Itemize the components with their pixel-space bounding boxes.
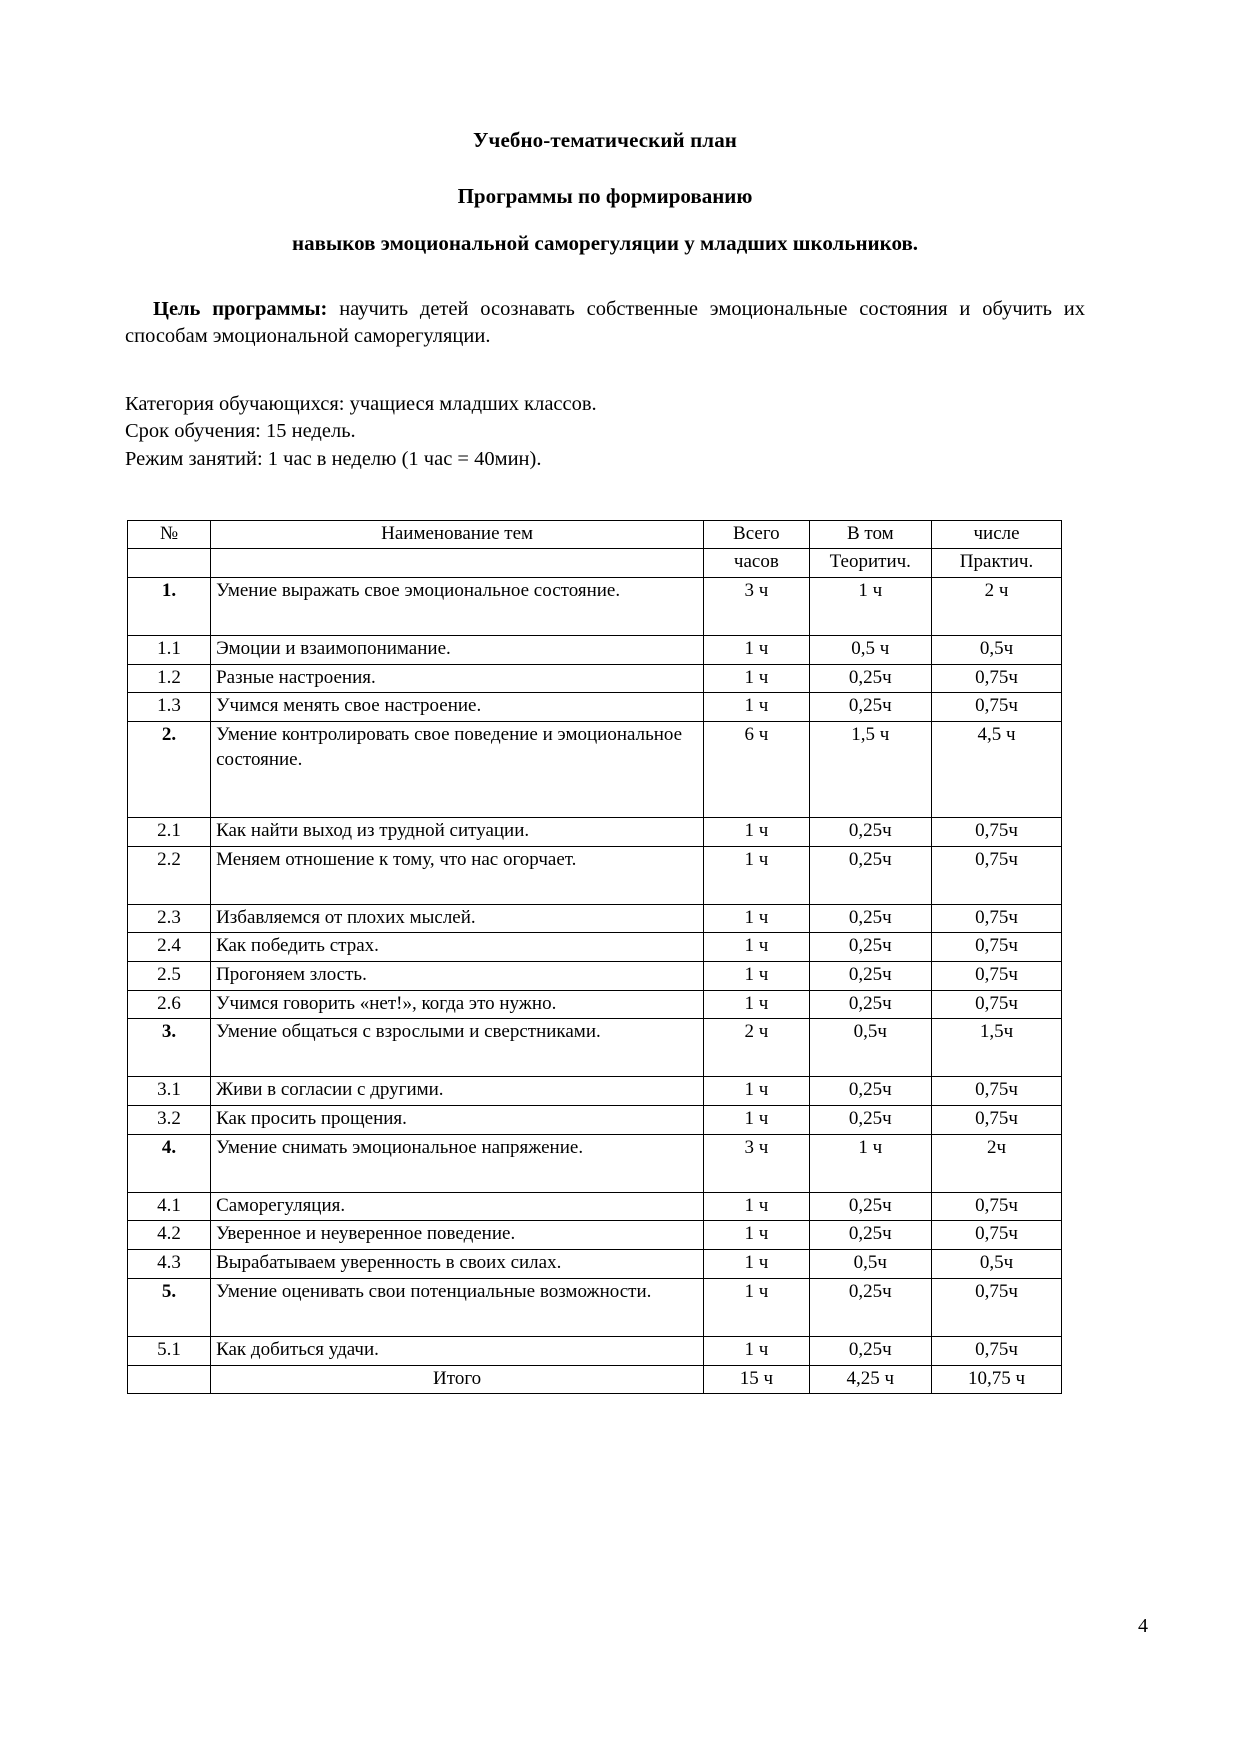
row-topic-name: Умение общаться с взрослыми и сверстниками. [211,1019,704,1077]
row-theory-hours: 1 ч [809,1134,931,1192]
header-theory: Теоритич. [809,549,931,578]
row-total-hours: 1 ч [704,1077,809,1106]
row-practice-hours: 0,75ч [932,1221,1062,1250]
row-practice-hours: 4,5 ч [932,721,1062,817]
row-practice-hours: 0,75ч [932,962,1062,991]
row-topic-name: Избавляемся от плохих мыслей. [211,904,704,933]
program-subtitle-line2: навыков эмоциональной саморегуляции у младших школьников. [291,231,919,255]
program-goal-text: научить детей осознавать собственные эмоциональные состояния и обучить их способам эмоциональной саморегуляции. [125,298,1085,348]
row-practice-hours: 2ч [932,1134,1062,1192]
row-number: 2.3 [128,904,211,933]
row-theory-hours: 0,25ч [809,693,931,722]
table-row [128,1221,1062,1250]
row-topic-name: Вырабатываем уверенность в своих силах. [211,1250,704,1279]
row-topic-name: Как просить прощения. [211,1106,704,1135]
table-header-row-1 [128,520,1062,549]
meta-category: Категория обучающихся: учащиеся младших классов. [125,392,597,415]
row-practice-hours: 0,75ч [932,933,1062,962]
row-practice-hours: 0,75ч [932,693,1062,722]
row-theory-hours: 0,25ч [809,990,931,1019]
row-practice-hours: 0,75ч [932,1336,1062,1365]
row-theory-hours: 0,5 ч [809,635,931,664]
table-row [128,1278,1062,1336]
table-row [128,904,1062,933]
row-number: 2.1 [128,817,211,846]
row-number: 1.3 [128,693,211,722]
row-number: 2.2 [128,846,211,904]
header-practice-group: числе [932,520,1062,549]
table-row [128,721,1062,817]
page-content [125,128,1085,1394]
table-row [128,1106,1062,1135]
total-label: Итого [211,1365,704,1394]
row-total-hours: 2 ч [704,1019,809,1077]
table-row [128,817,1062,846]
row-practice-hours: 0,5ч [932,1250,1062,1279]
row-number: 4.1 [128,1192,211,1221]
row-topic-name: Учимся говорить «нет!», когда это нужно. [211,990,704,1019]
table-row [128,933,1062,962]
page-number: 4 [1138,1615,1148,1637]
header-practice: Практич. [932,549,1062,578]
row-theory-hours: 0,25ч [809,1336,931,1365]
row-theory-hours: 0,25ч [809,1221,931,1250]
row-total-hours: 1 ч [704,1106,809,1135]
row-number: 5. [128,1278,211,1336]
program-meta-block [125,391,1085,474]
table-row [128,1192,1062,1221]
row-topic-name: Как победить страх. [211,933,704,962]
table-header-row-2 [128,549,1062,578]
row-theory-hours: 0,5ч [809,1019,931,1077]
total-theory-hours: 4,25 ч [809,1365,931,1394]
table-row [128,664,1062,693]
header-num: № [128,520,211,549]
row-number: 5.1 [128,1336,211,1365]
row-number: 1.1 [128,635,211,664]
page-title: Учебно-тематический план [472,128,737,152]
row-total-hours: 1 ч [704,664,809,693]
row-total-hours: 3 ч [704,1134,809,1192]
header-theory-group: В том [809,520,931,549]
row-topic-name: Живи в согласии с другими. [211,1077,704,1106]
header-total: Всего [704,520,809,549]
row-number: 1.2 [128,664,211,693]
row-topic-name: Эмоции и взаимопонимание. [211,635,704,664]
meta-duration: Срок обучения: 15 недель. [125,420,356,443]
row-practice-hours: 0,75ч [932,846,1062,904]
row-number: 2.4 [128,933,211,962]
table-row [128,962,1062,991]
row-total-hours: 1 ч [704,904,809,933]
row-number: 3.2 [128,1106,211,1135]
table-row [128,577,1062,635]
total-hours: 15 ч [704,1365,809,1394]
table-row [128,1134,1062,1192]
row-topic-name: Как найти выход из трудной ситуации. [211,817,704,846]
row-practice-hours: 0,75ч [932,817,1062,846]
row-total-hours: 1 ч [704,635,809,664]
thematic-plan-table [127,520,1062,1395]
row-practice-hours: 2 ч [932,577,1062,635]
row-total-hours: 1 ч [704,962,809,991]
program-subtitle-line1: Программы по формированию [457,184,753,208]
table-row [128,1019,1062,1077]
row-practice-hours: 0,75ч [932,1077,1062,1106]
table-row [128,635,1062,664]
row-topic-name: Саморегуляция. [211,1192,704,1221]
row-practice-hours: 0,5ч [932,635,1062,664]
row-theory-hours: 0,25ч [809,933,931,962]
row-practice-hours: 0,75ч [932,664,1062,693]
row-topic-name: Прогоняем злость. [211,962,704,991]
row-number: 4. [128,1134,211,1192]
row-number: 2.5 [128,962,211,991]
header-num-sub [128,549,211,578]
header-total-hours: часов [704,549,809,578]
row-total-hours: 1 ч [704,1336,809,1365]
header-name: Наименование тем [211,520,704,549]
row-topic-name: Меняем отношение к тому, что нас огорчает. [211,846,704,904]
row-practice-hours: 0,75ч [932,1192,1062,1221]
row-total-hours: 1 ч [704,693,809,722]
row-number: 4.2 [128,1221,211,1250]
row-topic-name: Умение контролировать свое поведение и эмоциональное состояние. [211,721,704,817]
row-theory-hours: 0,25ч [809,1278,931,1336]
table-row [128,990,1062,1019]
table-row [128,1250,1062,1279]
row-practice-hours: 0,75ч [932,1106,1062,1135]
header-name-sub [211,549,704,578]
row-total-hours: 1 ч [704,817,809,846]
row-theory-hours: 0,25ч [809,817,931,846]
row-practice-hours: 0,75ч [932,1278,1062,1336]
row-theory-hours: 0,25ч [809,1106,931,1135]
program-goal-paragraph [125,296,1085,351]
row-total-hours: 1 ч [704,933,809,962]
row-topic-name: Уверенное и неуверенное поведение. [211,1221,704,1250]
row-number: 3. [128,1019,211,1077]
row-number: 2. [128,721,211,817]
row-topic-name: Умение выражать свое эмоциональное состояние. [211,577,704,635]
program-goal-label: Цель программы: [153,298,328,320]
row-theory-hours: 0,25ч [809,1077,931,1106]
row-theory-hours: 0,25ч [809,664,931,693]
row-theory-hours: 0,5ч [809,1250,931,1279]
row-theory-hours: 1,5 ч [809,721,931,817]
row-number: 1. [128,577,211,635]
row-practice-hours: 0,75ч [932,904,1062,933]
row-theory-hours: 0,25ч [809,846,931,904]
row-practice-hours: 0,75ч [932,990,1062,1019]
row-total-hours: 1 ч [704,990,809,1019]
table-row [128,1077,1062,1106]
row-topic-name: Умение оценивать свои потенциальные возможности. [211,1278,704,1336]
row-total-hours: 1 ч [704,1192,809,1221]
row-topic-name: Разные настроения. [211,664,704,693]
row-topic-name: Как добиться удачи. [211,1336,704,1365]
total-practice-hours: 10,75 ч [932,1365,1062,1394]
row-total-hours: 3 ч [704,577,809,635]
table-row [128,846,1062,904]
row-topic-name: Умение снимать эмоциональное напряжение. [211,1134,704,1192]
total-row-blank [128,1365,211,1394]
table-total-row [128,1365,1062,1394]
row-theory-hours: 1 ч [809,577,931,635]
row-topic-name: Учимся менять свое настроение. [211,693,704,722]
row-theory-hours: 0,25ч [809,962,931,991]
row-total-hours: 1 ч [704,1250,809,1279]
row-total-hours: 6 ч [704,721,809,817]
table-row [128,1336,1062,1365]
row-theory-hours: 0,25ч [809,904,931,933]
row-number: 3.1 [128,1077,211,1106]
row-total-hours: 1 ч [704,1221,809,1250]
row-practice-hours: 1,5ч [932,1019,1062,1077]
row-theory-hours: 0,25ч [809,1192,931,1221]
row-number: 2.6 [128,990,211,1019]
table-row [128,693,1062,722]
row-total-hours: 1 ч [704,846,809,904]
row-total-hours: 1 ч [704,1278,809,1336]
meta-schedule: Режим занятий: 1 час в неделю (1 час = 40мин). [125,447,542,470]
row-number: 4.3 [128,1250,211,1279]
